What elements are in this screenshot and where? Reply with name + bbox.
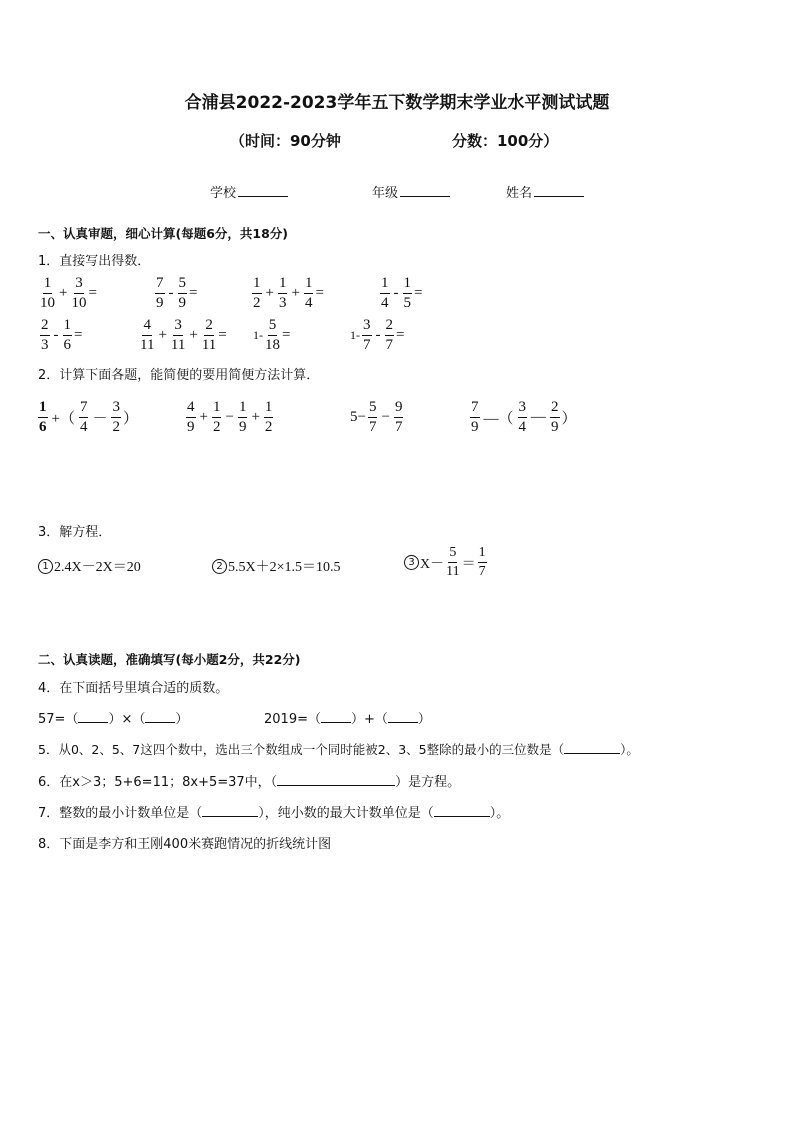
equation-2: 2 5.5X＋2×1.5＝10.5	[212, 556, 341, 576]
equation-3: 3 X－ $\frac{5}{11}$ ＝ $\frac{1}{7}$	[404, 546, 489, 579]
oral-1-1: $\frac{1}{10}$ + $\frac{3}{10}$ =	[40, 275, 97, 311]
section2-heading: 二、认真读题，准确填写(每小题2分，共22分)	[38, 652, 301, 667]
school-blank[interactable]	[238, 184, 288, 197]
school-label: 学校	[210, 186, 237, 201]
answer-blank[interactable]	[78, 710, 108, 723]
grade-field[interactable]	[372, 182, 450, 201]
answer-blank[interactable]	[434, 804, 490, 817]
name-blank[interactable]	[534, 184, 584, 197]
page-title: 合浦县2022-2023学年五下数学期末学业水平测试试题	[184, 93, 610, 113]
answer-blank[interactable]	[321, 710, 351, 723]
question-2: 2．计算下面各题，能简便的要用简便方法计算．	[38, 368, 320, 383]
question-4b: 2019=（ ）+（ ）	[264, 712, 431, 727]
name-field[interactable]	[506, 182, 584, 201]
exam-score: 分数：100分）	[452, 132, 559, 150]
question-1: 1．直接写出得数．	[38, 254, 151, 269]
grade-blank[interactable]	[400, 184, 450, 197]
fraction: $\frac{3}{10}$	[71, 275, 87, 311]
oral-1-2: $\frac{7}{9}$ - $\frac{5}{9}$ =	[156, 275, 198, 311]
calc-1: $\frac{1}{6}$ +（ $\frac{7}{4}$ － $\frac{3}{2}$ ）	[39, 399, 138, 435]
answer-blank[interactable]	[388, 710, 418, 723]
answer-blank[interactable]	[564, 741, 620, 754]
circled-number: 3	[404, 555, 419, 570]
equation-1: 1 2.4X－2X＝20	[38, 556, 141, 576]
oral-2-2: $\frac{4}{11}$ + $\frac{3}{11}$ + $\frac{2}{11}$ =	[140, 317, 227, 353]
grade-label: 年级	[372, 186, 399, 201]
exam-time: （时间：90分钟	[230, 132, 341, 150]
question-8: 8．下面是李方和王刚400米赛跑情况的折线统计图	[38, 837, 332, 852]
answer-blank[interactable]	[145, 710, 175, 723]
calc-2: $\frac{4}{9}$ + $\frac{1}{2}$ − $\frac{1}{9}$ + $\frac{1}{2}$	[187, 399, 273, 435]
question-4: 4．在下面括号里填合适的质数。	[38, 681, 229, 696]
circled-number: 1	[38, 559, 53, 574]
oral-2-1: $\frac{2}{3}$ - $\frac{1}{6}$ =	[41, 317, 83, 353]
oral-1-4: $\frac{1}{4}$ - $\frac{1}{5}$ =	[381, 275, 423, 311]
circled-number: 2	[212, 559, 227, 574]
section1-heading: 一、认真审题，细心计算(每题6分，共18分)	[38, 226, 289, 241]
question-6: 6．在x＞3；5+6=11；8x+5=37中，（ ）是方程。	[38, 775, 461, 790]
question-4a: 57=（ ）×（ ）	[38, 712, 189, 727]
fraction: $\frac{1}{10}$	[40, 275, 55, 311]
calc-3: 5− $\frac{5}{7}$ − $\frac{9}{7}$	[350, 399, 403, 435]
answer-blank[interactable]	[277, 773, 395, 786]
school-field[interactable]	[210, 182, 288, 201]
oral-2-4: 1- $\frac{3}{7}$ - $\frac{2}{7}$ =	[350, 317, 405, 353]
oral-2-3: 1- $\frac{5}{18}$ =	[253, 317, 291, 353]
oral-1-3: $\frac{1}{2}$ + $\frac{1}{3}$ + $\frac{1}{4}$ =	[253, 275, 324, 311]
answer-blank[interactable]	[202, 804, 258, 817]
question-7: 7．整数的最小计数单位是（ ），纯小数的最大计数单位是（ ）。	[38, 806, 510, 821]
question-3: 3．解方程．	[38, 525, 112, 540]
calc-4: $\frac{7}{9}$ —（ $\frac{3}{4}$ — $\frac{2}{9}$ ）	[471, 399, 577, 435]
name-label: 姓名	[506, 186, 533, 201]
question-5: 5．从0、2、5、7这四个数中，选出三个数组成一个同时能被2、3、5整除的最小的三位数是（ ）。	[38, 742, 639, 757]
